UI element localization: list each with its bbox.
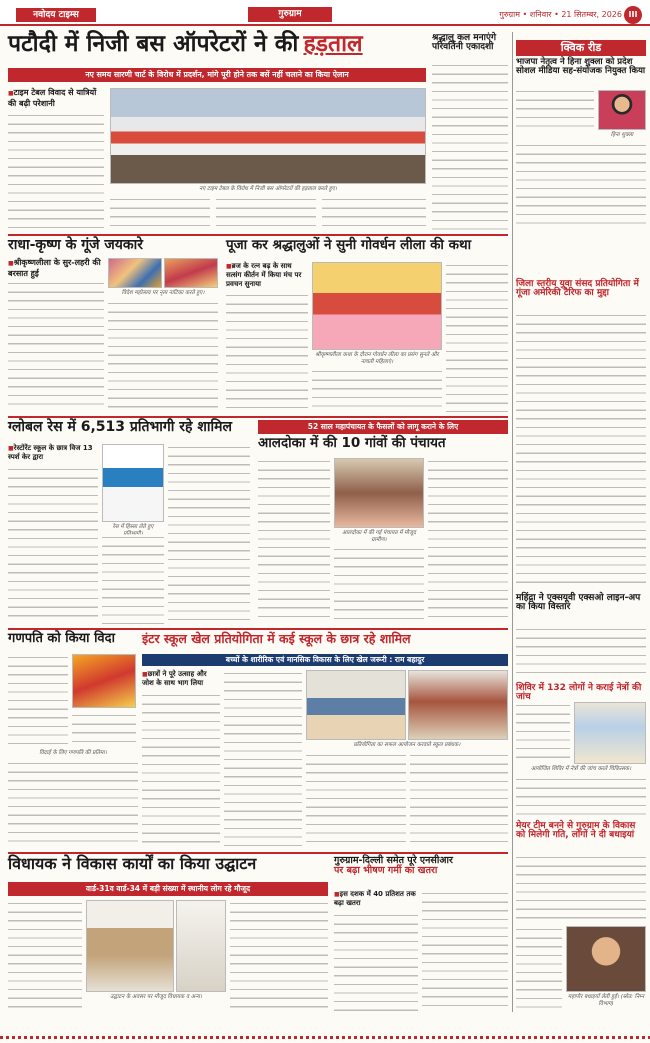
quick-read-story4-headline: शिविर में 132 लोगों ने कराई नेत्रों की जांच — [516, 683, 642, 703]
radha-headline: राधा-कृष्ण के गूंजे जयकारे — [8, 237, 144, 253]
school-body-col3 — [306, 752, 406, 848]
story2-body — [516, 312, 646, 588]
pooja-body-col2 — [312, 368, 442, 412]
radha-subhead: ■ श्रीकृष्णलीला के सुर-लहरी की बरसात हुई — [8, 258, 104, 278]
lead-headline: पटौदी में निजी बस ऑपरेटरों ने की हड़ताल — [8, 31, 363, 57]
story4-body-b — [516, 776, 646, 816]
mla-body-col1 — [8, 900, 82, 1012]
dance-photo-1 — [108, 258, 162, 288]
race-body-col3 — [168, 444, 250, 624]
ncr-body-col1 — [334, 912, 418, 1012]
ekadashi-body — [432, 62, 508, 230]
mla-body-col2 — [230, 900, 328, 1012]
school-photo-2 — [408, 670, 508, 740]
paper-logo: नवोदय टाइम्स — [16, 8, 96, 22]
ncr-body-col2 — [422, 890, 508, 1012]
panchayat-strap: 52 साल महापंचायत के फैसलों को लागू कराने के लिए — [258, 420, 508, 434]
hina-shukla-photo — [598, 90, 646, 130]
lead-body-col2 — [110, 196, 210, 230]
mayor-caption: महापौर बधाइयाँ लेती हुईं। (स्रोत: निम्न विभाग) — [567, 994, 645, 1007]
school-headline: इंटर स्कूल खेल प्रतियोगिता में कई स्कूल के छात्र रहे शामिल — [142, 631, 411, 646]
panchayat-headline: आलदोका में की 10 गांवों की पंचायत — [258, 435, 446, 451]
mla-strap: वार्ड-31व वार्ड-34 में बड़ी संख्या में स्थानीय लोग रहे मौजूद — [8, 882, 328, 896]
panchayat-body-col2 — [334, 546, 424, 624]
lead-body-col1 — [8, 112, 104, 230]
race-caption: रेस में हिस्सा लेते हुए — [112, 524, 154, 530]
pooja-subhead: ■ ब्रज के रत्न बढ़ के साथ सत्संग कीर्तन में किया मंच पर प्रवचन सुनाया — [226, 262, 308, 290]
dance-photo-2 — [164, 258, 218, 288]
school-strap: बच्चों के शारीरिक एवं मानसिक विकास के लिए खेल जरूरी : राम बहादुर — [142, 654, 508, 666]
lead-body-col4 — [322, 196, 426, 230]
ncr-headline: गुरुग्राम-दिल्ली समेत पूरे एनसीआर पर बढ़ा भीषण गर्मी का खतरा — [334, 855, 453, 876]
ncr-subhead: ■ इस दशक में 40 प्रतिशत तक बढ़ा खतरा — [334, 890, 418, 910]
school-body-col1 — [142, 692, 220, 848]
quick-read-story1-headline: भाजपा नेतृत्व ने हिना शुक्ला को प्रदेश सोशल मीडिया सह-संयोजक नियुक्त किया — [516, 57, 646, 76]
school-body-col4 — [410, 752, 508, 848]
ganpati-caption: विदाई के लिए गणपति की प्रतिमा। — [39, 750, 107, 756]
section-rule-2 — [8, 416, 508, 418]
school-subhead: ■ छात्रों ने पूरे उत्साह और जोश के साथ भाग लिया — [142, 670, 220, 690]
pooja-caption: श्रीकृष्णलीला कथा के दौरान गोवर्धन लीला का प्रसंग सुनते और नाचती महिलाएं। — [315, 352, 439, 365]
story5-body — [516, 854, 646, 924]
global-race-subhead: ■ रेस्टोरेंट स्कूल के छात्र विज 13 स्पर्श केर द्वारा — [8, 444, 98, 464]
race-photo — [102, 444, 164, 522]
global-race-headline: ग्लोबल रेस में 6,513 प्रतिभागी रहे शामिल — [8, 419, 232, 435]
story1-body-a — [516, 88, 594, 134]
story5-body-b — [516, 926, 562, 1012]
story3-body — [516, 626, 646, 678]
ganpati-body-col1 — [8, 654, 68, 748]
story1-body-b — [516, 142, 646, 224]
section-rule — [8, 234, 508, 236]
panchayat-body-col1 — [258, 458, 330, 624]
story4-body — [516, 702, 570, 764]
masthead — [0, 0, 650, 26]
issue-date: गुरुग्राम • शनिवार • 21 सितम्बर, 2026 — [499, 10, 622, 19]
race-body-col2 — [102, 534, 164, 624]
mla-headline: विधायक ने विकास कार्यों का किया उद्घाटन — [8, 854, 257, 873]
page-number: III — [624, 6, 642, 24]
quick-read-title: क्विक रीड — [516, 40, 646, 56]
panchayat-body-col3 — [428, 458, 508, 624]
eye-camp-caption: आयोजित शिविर में नेत्रों की जांच करते चिकित्सक। — [530, 766, 632, 772]
panchayat-caption: आलदोका में की गई पंचायत में मौजूद ग्रामीण। — [342, 530, 416, 543]
quick-read-story5-headline: मेयर टीम बनने से गुरुग्राम के विकास को मिलेगी गति, लोगों ने दी बधाइयां — [516, 821, 636, 841]
footer-border — [0, 1036, 650, 1039]
ganpati-body-col2 — [72, 712, 136, 748]
ekadashi-headline: श्रद्धालु कल मनाएंगे परिवर्तिनी एकादशी — [432, 33, 497, 53]
pooja-body-col3 — [446, 262, 508, 412]
lead-body-col3 — [216, 196, 316, 230]
school-body-col2 — [224, 670, 302, 848]
panchayat-photo — [334, 458, 424, 528]
pooja-headline: पूजा कर श्रद्धालुओं ने सुनी गोवर्धन लीला की कथा — [226, 237, 472, 253]
section-rule-3 — [8, 628, 508, 630]
school-caption: प्रतियोगिता का सफल आयोजन करवाते स्कूल प्रबंधक। — [353, 742, 461, 748]
column-divider — [512, 32, 513, 1012]
lead-strap: नए समय सारणी चार्ट के विरोध में प्रदर्शन, मांगे पूरी होने तक बसें नहीं चलाने का किया ऐलान — [8, 68, 426, 82]
mla-photo-2 — [176, 900, 226, 992]
quick-read-story3-headline: महिंद्रा ने एक्सयूवी एक्सओ लाइन-अप का किया विस्तार — [516, 593, 641, 613]
ganpati-headline: गणपति को किया विदा — [8, 631, 115, 646]
mla-photo-1 — [86, 900, 174, 992]
bus-photo-caption: नए टाइम टेबल के विरोध में निजी बस ऑपरेटरों की हड़ताल करते हुए। — [199, 186, 337, 192]
ganpati-body-col3 — [8, 760, 138, 848]
mayor-photo — [566, 926, 646, 992]
section-name: गुरुग्राम — [248, 7, 332, 22]
quick-read-story2-headline: जिला स्तरीय युवा संसद प्रतियोगिता में गूंजा अमेरिकी टैरिफ का मुद्दा — [516, 279, 639, 299]
mla-caption: उद्घाटन के अवसर पर मौजूद विधायक व अन्य। — [110, 994, 202, 1000]
eye-camp-photo — [574, 702, 646, 764]
radha-body-col2 — [108, 300, 218, 412]
pooja-body-col1 — [226, 292, 308, 412]
hina-shukla-caption: हिना शुक्ला — [610, 132, 634, 138]
race-body-col1 — [8, 466, 98, 624]
ganpati-photo — [72, 654, 136, 708]
pooja-photo — [312, 262, 442, 350]
school-photo-1 — [306, 670, 406, 740]
dance-caption: विदेश महोत्सव पर नृत्य नाटिका करते हुए। — [121, 290, 205, 296]
radha-body-col1 — [8, 280, 104, 412]
bus-strike-photo — [110, 88, 426, 184]
lead-subhead: ■ टाइम टेबल विवाद से यात्रियों की बढ़ी परेशानी — [8, 88, 104, 110]
